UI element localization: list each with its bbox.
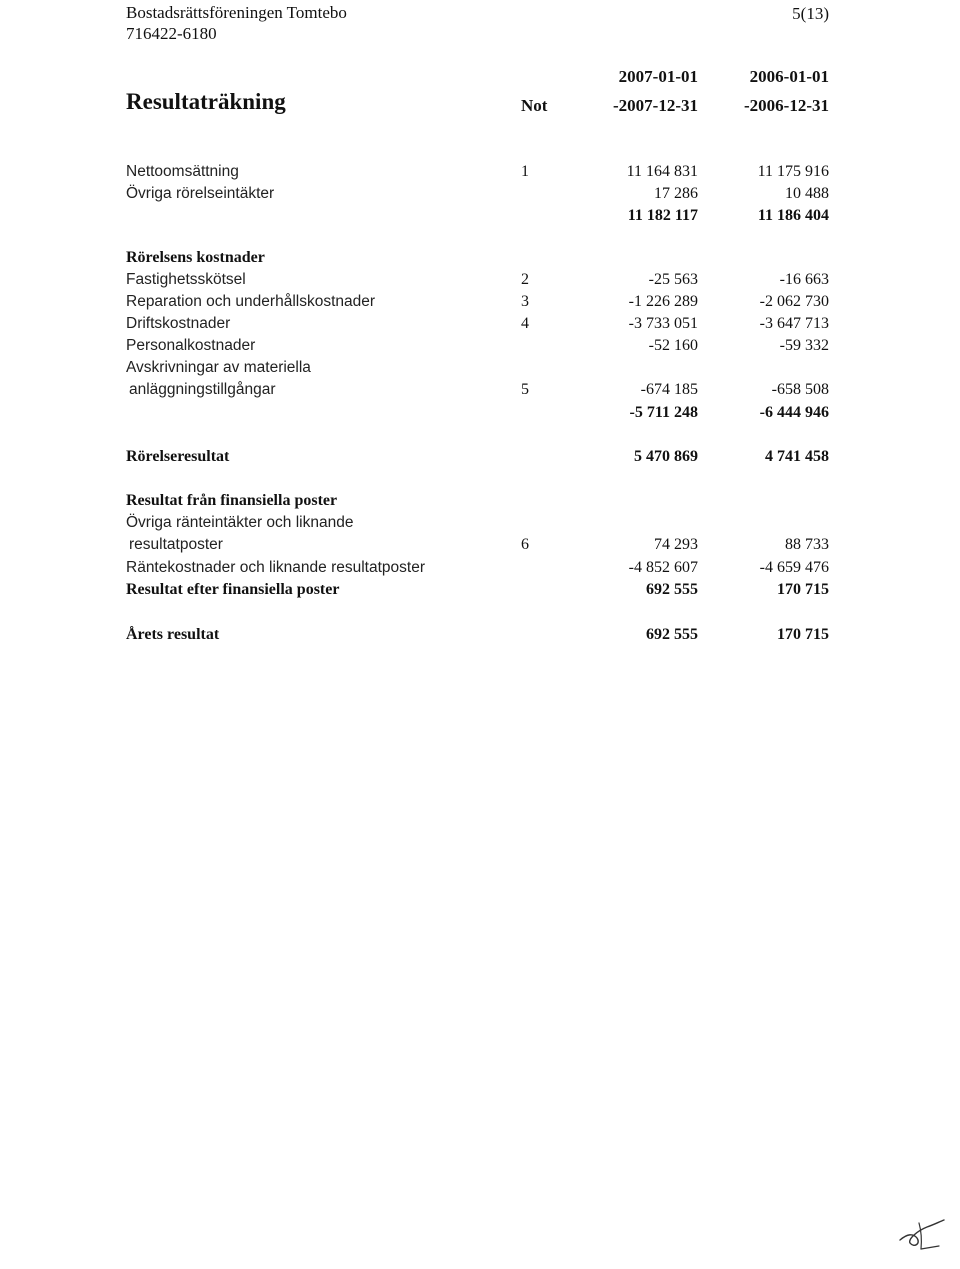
row-label: Övriga ränteintäkter och liknande <box>126 514 354 531</box>
value-2006: 170 715 <box>777 626 829 643</box>
value-2006: -658 508 <box>771 381 829 398</box>
value-2006: 88 733 <box>785 536 829 553</box>
organization-number: 716422-6180 <box>126 24 217 43</box>
note-ref: 3 <box>521 293 529 310</box>
value-2006: 4 741 458 <box>765 448 829 465</box>
value-2007: -5 711 248 <box>629 404 698 421</box>
row-rorelseresultat <box>0 446 960 468</box>
row-label: resultatposter <box>129 536 223 553</box>
value-2006: -6 444 946 <box>759 404 829 421</box>
value-2007: -4 852 607 <box>628 559 698 576</box>
row-label: Resultat efter finansiella poster <box>126 581 340 598</box>
row-rantekostnader <box>0 557 960 579</box>
row-arets-resultat <box>0 624 960 646</box>
row-label: Övriga rörelseintäkter <box>126 185 275 202</box>
note-ref: 6 <box>521 536 529 553</box>
row-ranteintakter-line1 <box>0 512 960 534</box>
row-summa-intakter <box>0 205 960 227</box>
row-label: Driftskostnader <box>126 315 231 332</box>
row-avskrivningar-line2 <box>0 379 960 401</box>
row-driftskostnader <box>0 313 960 335</box>
row-summa-kostnader <box>0 402 960 424</box>
value-2007: -1 226 289 <box>628 293 698 310</box>
row-reparation <box>0 291 960 313</box>
section-finansiella-poster <box>0 490 960 512</box>
row-label: Avskrivningar av materiella <box>126 359 311 376</box>
section-heading: Resultat från finansiella poster <box>126 492 338 509</box>
note-column-header: Not <box>521 96 548 115</box>
value-2006: -4 659 476 <box>759 559 829 576</box>
period-2007-to: -2007-12-31 <box>613 96 698 115</box>
row-label: Fastighetsskötsel <box>126 271 246 288</box>
row-label: Reparation och underhållskostnader <box>126 293 376 310</box>
value-2006: 11 186 404 <box>757 207 829 224</box>
value-2007: 74 293 <box>654 536 698 553</box>
note-ref: 1 <box>521 163 529 180</box>
value-2006: -2 062 730 <box>759 293 829 310</box>
row-fastighetsskotsel <box>0 269 960 291</box>
note-ref: 2 <box>521 271 529 288</box>
row-resultat-efter-finansiella <box>0 579 960 601</box>
page-title: Resultaträkning <box>126 89 286 114</box>
value-2007: -52 160 <box>648 337 698 354</box>
row-label: Personalkostnader <box>126 337 256 354</box>
value-2007: 692 555 <box>646 581 698 598</box>
row-ovriga-rorelseintakter <box>0 183 960 205</box>
value-2006: -59 332 <box>779 337 829 354</box>
row-label: Årets resultat <box>126 626 220 643</box>
section-heading: Rörelsens kostnader <box>126 249 265 266</box>
section-rorelsens-kostnader <box>0 247 960 269</box>
value-2006: -16 663 <box>779 271 829 288</box>
row-label: Räntekostnader och liknande resultatposter <box>126 559 425 576</box>
row-avskrivningar-line1 <box>0 357 960 379</box>
period-2007-from: 2007-01-01 <box>618 67 698 86</box>
value-2006: 10 488 <box>785 185 829 202</box>
row-ranteintakter-line2 <box>0 534 960 556</box>
row-label: Rörelseresultat <box>126 448 230 465</box>
page-number: 5(13) <box>792 4 829 23</box>
value-2007: 5 470 869 <box>634 448 698 465</box>
signature-icon <box>897 1218 947 1252</box>
note-ref: 4 <box>521 315 529 332</box>
value-2007: 11 182 117 <box>627 207 698 224</box>
organization-name: Bostadsrättsföreningen Tomtebo <box>126 3 347 22</box>
value-2007: 17 286 <box>654 185 698 202</box>
row-label: Nettoomsättning <box>126 163 239 180</box>
note-ref: 5 <box>521 381 529 398</box>
value-2006: 170 715 <box>777 581 829 598</box>
value-2007: -25 563 <box>648 271 698 288</box>
value-2007: -674 185 <box>640 381 698 398</box>
value-2007: 692 555 <box>646 626 698 643</box>
period-2006-to: -2006-12-31 <box>744 96 829 115</box>
value-2007: 11 164 831 <box>626 163 698 180</box>
value-2006: 11 175 916 <box>757 163 829 180</box>
row-label: anläggningstillgångar <box>129 381 276 398</box>
row-nettoomsattning <box>0 161 960 183</box>
value-2007: -3 733 051 <box>628 315 698 332</box>
period-2006-from: 2006-01-01 <box>749 67 829 86</box>
value-2006: -3 647 713 <box>759 315 829 332</box>
row-personalkostnader <box>0 335 960 357</box>
